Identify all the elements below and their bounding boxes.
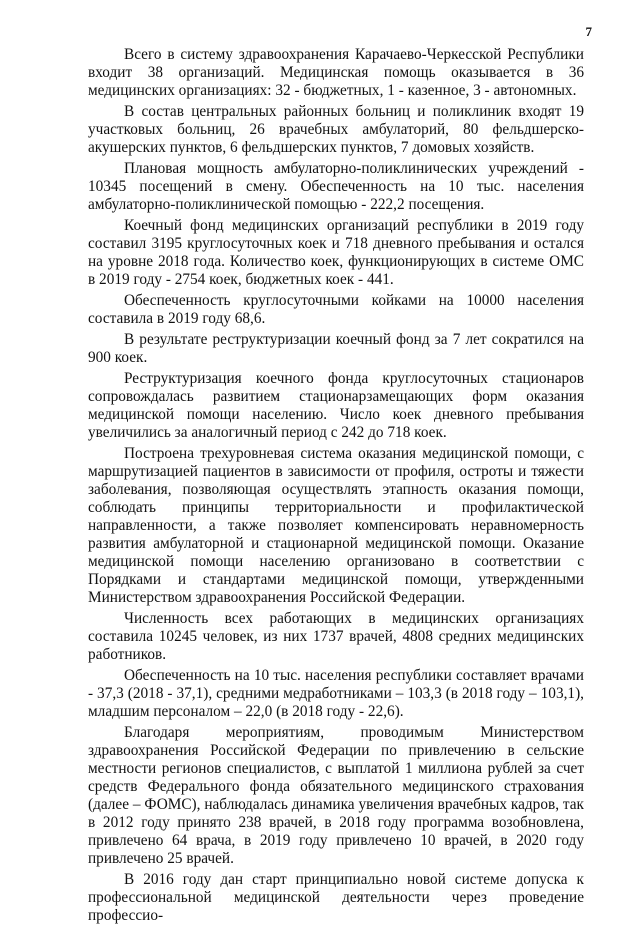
paragraph-organizations-count: Всего в систему здравоохранения Карачаево-Черкесской Республики входит 38 организаций. Медицинская помощь оказывается в 36 медицинских организациях: 32 - бюджетных, 1 - казенное, 3 - автономных. <box>88 46 584 99</box>
paragraph-bed-fund: Коечный фонд медицинских организаций республики в 2019 году составил 3195 круглосуточных коек и 718 дневного пребывания и остался на уровне 2018 года. Количество коек, функционирующих в системе ОМС в 2019 году - 2754 коек, бюджетных коек - 441. <box>88 217 584 288</box>
paragraph-bed-reduction: В результате реструктуризации коечный фонд за 7 лет сократился на 900 коек. <box>88 331 584 366</box>
paragraph-outpatient-capacity: Плановая мощность амбулаторно-поликлинических учреждений - 10345 посещений в смену. Обеспеченность на 10 тыс. населения амбулаторно-поликлинической помощью - 222,2 посещения. <box>88 160 584 213</box>
paragraph-accreditation-start: В 2016 году дан старт принципиально новой системе допуска к профессиональной медицинской деятельности через проведение профессио- <box>88 871 584 924</box>
paragraph-staff-provision: Обеспеченность на 10 тыс. населения республики составляет врачами - 37,3 (2018 - 37,1), средними медработниками – 103,3 (в 2018 году – 103,1), младшим персоналом – 22,0 (в 2018 году - 22,6). <box>88 667 584 720</box>
paragraph-bed-provision: Обеспеченность круглосуточными койками на 10000 населения составила в 2019 году 68,6. <box>88 292 584 327</box>
document-body <box>88 46 584 925</box>
paragraph-rural-program: Благодаря мероприятиям, проводимым Министерством здравоохранения Российской Федерации по привлечению в сельские местности регионов специалистов, с выплатой 1 миллиона рублей за счет средств Федерального фонда обязательного медицинского страхования (далее – ФОМС), наблюдалась динамика увеличения врачебных кадров, так в 2012 году принято 238 врачей, в 2018 году программа возобновлена, привлечено 64 врача, в 2019 году привлечено 10 врачей, в 2020 году привлечено 25 врачей. <box>88 724 584 867</box>
page-number: 7 <box>585 24 592 39</box>
paragraph-three-level-system: Построена трехуровневая система оказания медицинской помощи, с маршрутизацией пациентов в зависимости от профиля, остроты и тяжести заболевания, позволяющая осуществлять этапность оказания помощи, соблюдать принципы территориальности и профилактической направленности, а также позволяет компенсировать неравномерность развития амбулаторной и стационарной медицинской помощи. Оказание медицинской помощи населению организовано в соответствии с Порядками и стандартами медицинской помощи, утвержденными Министерством здравоохранения Российской Федерации. <box>88 445 584 606</box>
paragraph-restructuring: Реструктуризация коечного фонда круглосуточных стационаров сопровождалась развитием стационарзамещающих форм оказания медицинской помощи населению. Число коек дневного пребывания увеличились за аналогичный период с 242 до 718 коек. <box>88 370 584 441</box>
paragraph-district-hospitals: В состав центральных районных больниц и поликлиник входят 19 участковых больниц, 26 врачебных амбулаторий, 80 фельдшерско-акушерских пунктов, 6 фельдшерских пунктов, 7 домовых хозяйств. <box>88 103 584 156</box>
paragraph-staff-count: Численность всех работающих в медицинских организациях составила 10245 человек, из них 1737 врачей, 4808 средних медицинских работников. <box>88 610 584 663</box>
